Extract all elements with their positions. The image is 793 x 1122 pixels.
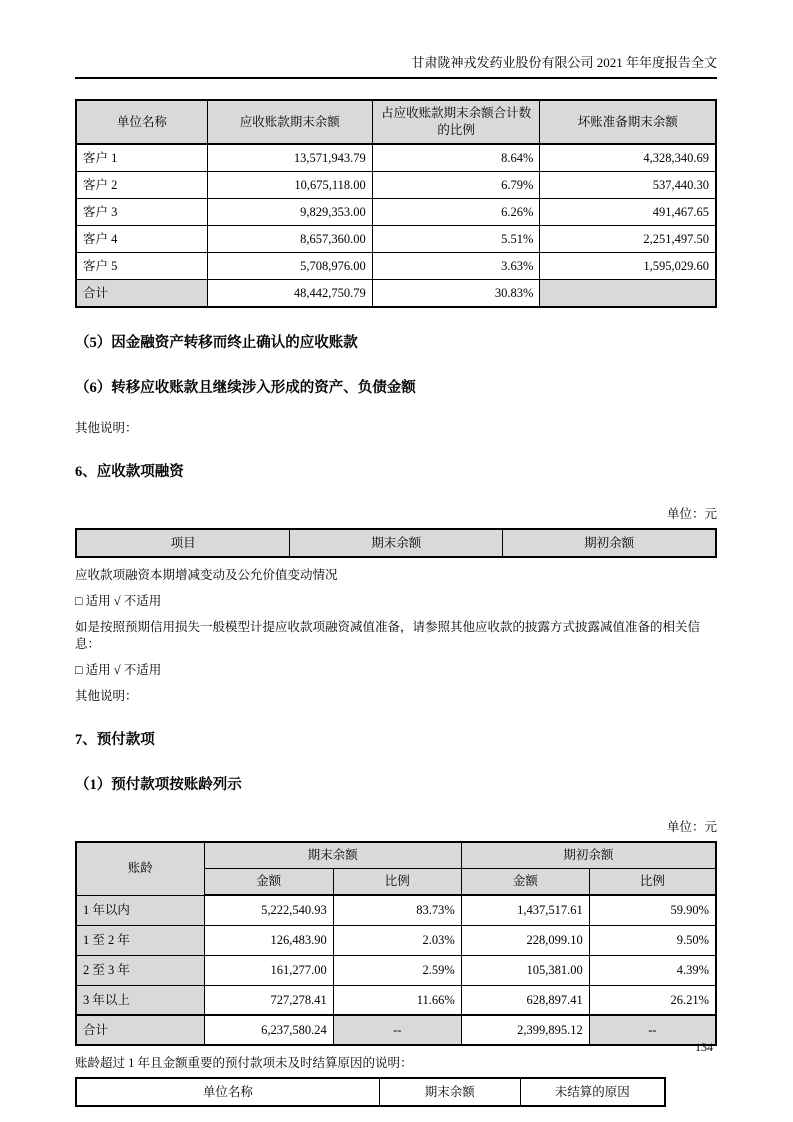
customer-name: 客户 5 [76,253,207,280]
col-header-ending-balance: 期末余额 [379,1078,520,1106]
table-header-row [76,100,716,144]
balance-value: 10,675,118.00 [207,172,372,199]
col-group-ending-balance: 期末余额 [204,842,461,869]
table-row [76,895,716,925]
total-beginning-ratio: -- [589,1015,716,1045]
total-bad-debt-value [540,280,716,308]
customer-name: 客户 3 [76,199,207,226]
overdue-prepayments-table [75,1077,666,1107]
section-6-heading: （6）转移应收账款且继续涉入形成的资产、负债金额 [75,380,416,396]
total-ending-amount: 6,237,580.24 [204,1015,333,1045]
aging-label: 2 至 3 年 [76,955,204,985]
total-label: 合计 [76,280,207,308]
impairment-disclosure-note: 如是按照预期信用损失一般模型计提应收款项融资减值准备，请参照其他应收款的披露方式披露减值准备的相关信息： [75,620,701,651]
other-notes-label: 其他说明： [75,421,138,435]
col-header-unit-name: 单位名称 [76,100,207,144]
table-header-row [76,842,716,869]
section-prepayments-heading: 7、预付款项 [75,732,155,748]
col-header-ratio: 比例 [333,869,461,896]
table-row [76,985,716,1015]
balance-value: 9,829,353.00 [207,199,372,226]
prepayments-aging-table [75,841,717,1046]
balance-value: 8,657,360.00 [207,226,372,253]
bad-debt-value: 491,467.65 [540,199,716,226]
bad-debt-value: 2,251,497.50 [540,226,716,253]
overdue-prepayments-note: 账龄超过 1 年且金额重要的预付款项未及时结算原因的说明： [75,1056,413,1070]
ending-amount: 126,483.90 [204,925,333,955]
beginning-amount: 228,099.10 [461,925,589,955]
aging-label: 3 年以上 [76,985,204,1015]
ending-ratio: 83.73% [333,895,461,925]
ending-ratio: 2.03% [333,925,461,955]
col-group-beginning-balance: 期初余额 [461,842,716,869]
table-row [76,199,716,226]
customer-receivables-table [75,99,717,308]
prepayments-aging-subheading: （1）预付款项按账龄列示 [75,777,242,793]
beginning-ratio: 26.21% [589,985,716,1015]
beginning-ratio: 4.39% [589,955,716,985]
col-header-beginning-balance: 期初余额 [503,529,716,557]
table-header-row [76,529,716,557]
beginning-amount: 628,897.41 [461,985,589,1015]
ending-amount: 5,222,540.93 [204,895,333,925]
col-header-amount: 金额 [461,869,589,896]
bad-debt-value: 537,440.30 [540,172,716,199]
receivables-financing-table [75,528,717,558]
ending-ratio: 11.66% [333,985,461,1015]
section-5-heading: （5）因金融资产转移而终止确认的应收账款 [75,335,358,351]
ratio-value: 3.63% [372,253,540,280]
col-header-item: 项目 [76,529,290,557]
beginning-amount: 1,437,517.61 [461,895,589,925]
bad-debt-value: 1,595,029.60 [540,253,716,280]
beginning-amount: 105,381.00 [461,955,589,985]
other-notes-label: 其他说明： [75,689,138,703]
col-header-ratio: 占应收账款期末余额合计数的比例 [372,100,540,144]
ratio-value: 6.26% [372,199,540,226]
beginning-ratio: 59.90% [589,895,716,925]
col-header-bad-debt: 坏账准备期末余额 [540,100,716,144]
ratio-value: 5.51% [372,226,540,253]
ending-amount: 727,278.41 [204,985,333,1015]
table-row [76,226,716,253]
financing-change-note: 应收款项融资本期增减变动及公允价值变动情况 [75,568,338,582]
table-row [76,925,716,955]
customer-name: 客户 1 [76,144,207,172]
col-header-ending-balance: 应收账款期末余额 [207,100,372,144]
section-receivables-financing-heading: 6、应收款项融资 [75,464,184,480]
aging-label: 1 年以内 [76,895,204,925]
customer-name: 客户 4 [76,226,207,253]
table-row [76,172,716,199]
total-beginning-amount: 2,399,895.12 [461,1015,589,1045]
customer-name: 客户 2 [76,172,207,199]
total-ending-ratio: -- [333,1015,461,1045]
col-header-unit-name: 单位名称 [76,1078,379,1106]
table-header-row [76,1078,665,1106]
table-total-row [76,1015,716,1045]
balance-value: 13,571,943.79 [207,144,372,172]
ending-amount: 161,277.00 [204,955,333,985]
col-header-ending-balance: 期末余额 [290,529,503,557]
balance-value: 5,708,976.00 [207,253,372,280]
unit-label: 单位：元 [666,820,717,834]
ratio-value: 8.64% [372,144,540,172]
ending-ratio: 2.59% [333,955,461,985]
page-number: 134 [695,1040,713,1054]
table-row [76,253,716,280]
report-header-title: 甘肃陇神戎发药业股份有限公司 2021 年年度报告全文 [75,54,717,79]
col-header-unsettled-reason: 未结算的原因 [520,1078,664,1106]
total-ratio-value: 30.83% [372,280,540,308]
table-total-row [76,280,716,308]
beginning-ratio: 9.50% [589,925,716,955]
col-header-aging: 账龄 [76,842,204,895]
table-row [76,955,716,985]
unit-label: 单位：元 [666,507,717,521]
applicability-line: □ 适用 √ 不适用 [75,594,162,608]
applicability-line: □ 适用 √ 不适用 [75,663,162,677]
total-balance-value: 48,442,750.79 [207,280,372,308]
aging-label: 1 至 2 年 [76,925,204,955]
col-header-amount: 金额 [204,869,333,896]
col-header-ratio: 比例 [589,869,716,896]
table-row [76,144,716,172]
total-label: 合计 [76,1015,204,1045]
bad-debt-value: 4,328,340.69 [540,144,716,172]
ratio-value: 6.79% [372,172,540,199]
